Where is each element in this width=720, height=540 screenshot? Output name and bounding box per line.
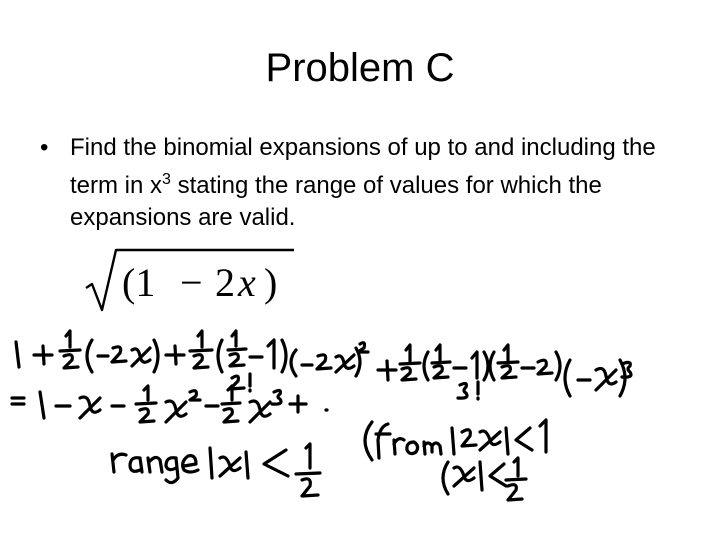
- exponent-superscript: 3: [162, 171, 171, 188]
- bullet-marker: •: [40, 134, 49, 161]
- handwritten-line-1: [16, 331, 631, 399]
- formula-coefficient: 2: [215, 260, 235, 305]
- handwritten-line-2: [12, 386, 327, 422]
- handwritten-range: [112, 444, 320, 496]
- handwritten-condition: [365, 420, 546, 500]
- formula-variable: x: [238, 260, 256, 305]
- formula-minus: −: [180, 260, 203, 305]
- formula-open: (1: [122, 260, 156, 305]
- formula-close: ): [264, 260, 278, 305]
- bullet-text-part1: Find the binomial expansions of up to and including the term in x: [70, 134, 656, 199]
- slide-title: Problem C: [265, 46, 455, 90]
- bullet-text-part2: stating the range of values for which the expansions are valid.: [70, 172, 602, 231]
